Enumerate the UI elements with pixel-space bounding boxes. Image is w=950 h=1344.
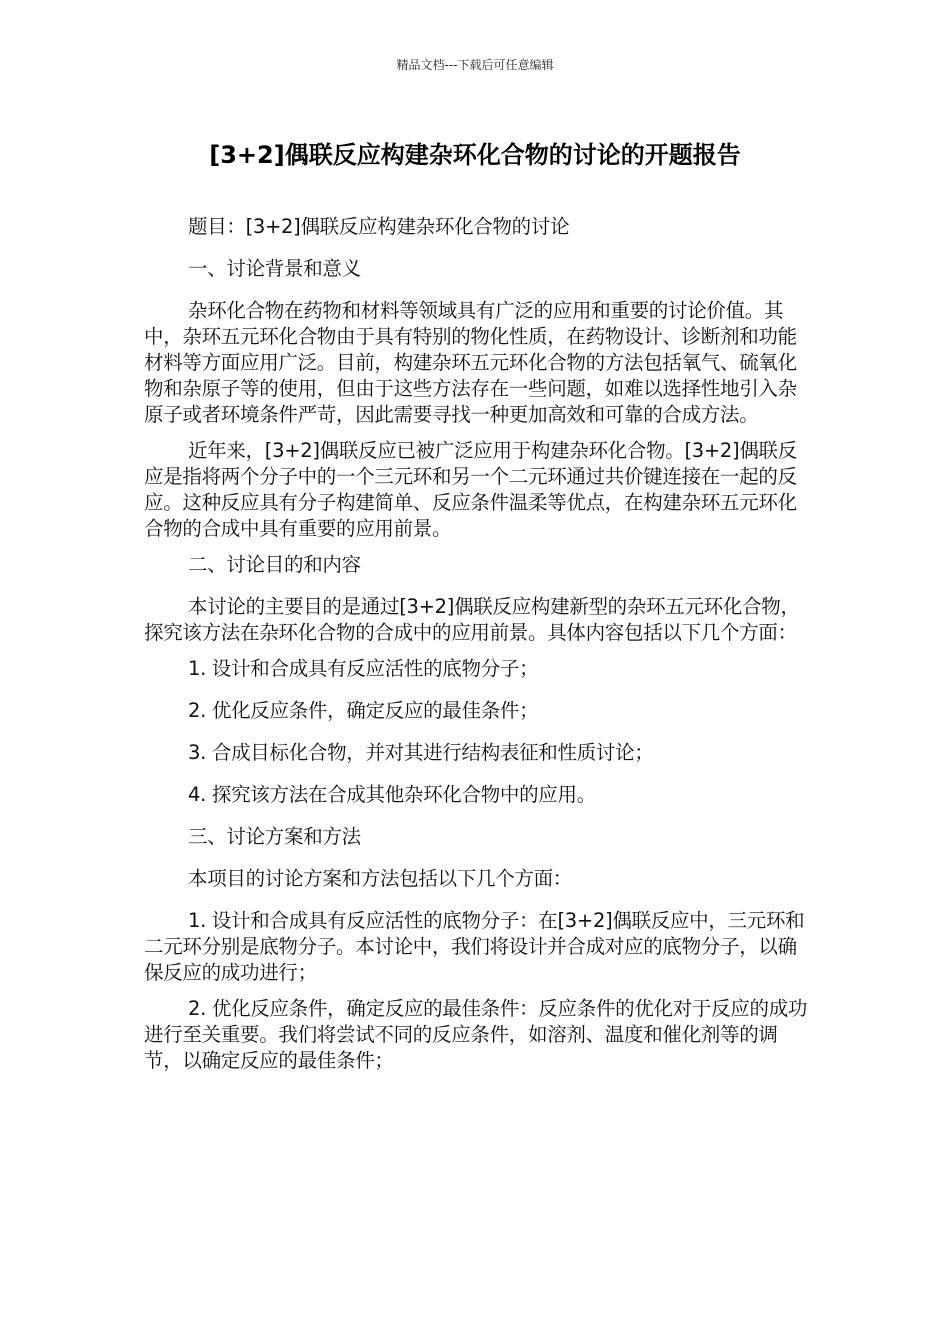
- paragraph-methods-intro: 本项目的讨论方案和方法包括以下几个方面：: [188, 867, 573, 890]
- list-item-purpose-2: 2. 优化反应条件，确定反应的最佳条件；: [188, 699, 539, 722]
- section-heading-background: 一、讨论背景和意义: [188, 257, 361, 280]
- list-item-method-1: 1. 设计和合成具有反应活性的底物分子：在[3+2]偶联反应中，三元环和二元环分别是底物分子。本讨论中，我们将设计并合成对应的底物分子，以确保反应的成功进行；: [144, 909, 805, 984]
- section-heading-purpose: 二、讨论目的和内容: [188, 553, 361, 576]
- paragraph-background-2: 近年来，[3+2]偶联反应已被广泛应用于构建杂环化合物。[3+2]偶联反应是指将两个分子中的一个三元环和另一个二元环通过共价键连接在一起的反应。这种反应具有分子构建简单、反应条件温柔等优点，在构建杂环五元环化合物的合成中具有重要的应用前景。: [144, 439, 797, 540]
- topic-line: 题目：[3+2]偶联反应构建杂环化合物的讨论: [188, 215, 570, 238]
- list-item-purpose-4: 4. 探究该方法在合成其他杂环化合物中的应用。: [188, 783, 596, 806]
- paragraph-background-1: 杂环化合物在药物和材料等领域具有广泛的应用和重要的讨论价值。其中，杂环五元环化合物由于具有特别的物化性质，在药物设计、诊断剂和功能材料等方面应用广泛。目前，构建杂环五元环化合物的方法包括氧气、硫氧化物和杂原子等的使用，但由于这些方法存在一些问题，如难以选择性地引入杂原子或者环境条件严苛，因此需要寻找一种更加高效和可靠的合成方法。: [144, 299, 797, 426]
- list-item-purpose-3: 3. 合成目标化合物，并对其进行结构表征和性质讨论；: [188, 741, 654, 764]
- section-heading-methods: 三、讨论方案和方法: [188, 825, 361, 848]
- document-body: [144, 214, 808, 1084]
- paragraph-purpose: 本讨论的主要目的是通过[3+2]偶联反应构建新型的杂环五元环化合物，探究该方法在杂环化合物的合成中的应用前景。具体内容包括以下几个方面：: [144, 595, 800, 644]
- list-item-purpose-1: 1. 设计和合成具有反应活性的底物分子；: [188, 657, 539, 680]
- document-title: [3+2]偶联反应构建杂环化合物的讨论的开题报告: [209, 141, 741, 169]
- list-item-method-2: 2. 优化反应条件，确定反应的最佳条件：反应条件的优化对于反应的成功进行至关重要。我们将尝试不同的反应条件，如溶剂、温度和催化剂等的调节，以确定反应的最佳条件；: [144, 997, 808, 1072]
- page-header-note: 精品文档---下载后可任意编辑: [396, 58, 554, 72]
